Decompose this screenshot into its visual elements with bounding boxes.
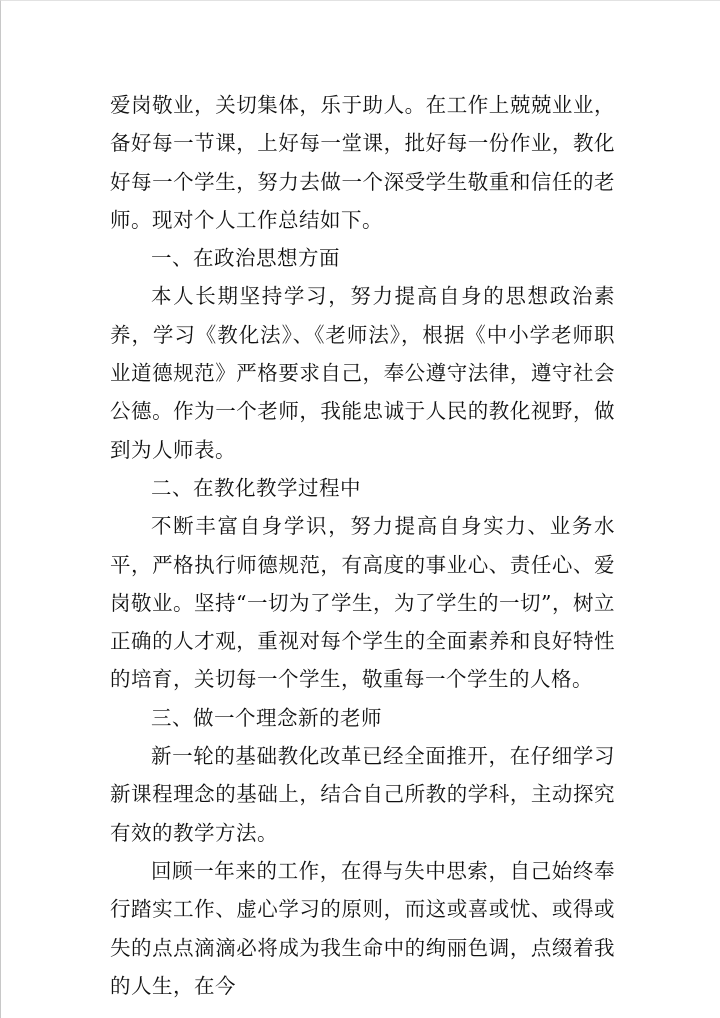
paragraph-review: 回顾一年来的工作，在得与失中思索，自己始终奉行踏实工作、虚心学习的原则，而这或喜或忧、或得或失的点点滴滴必将成为我生命中的绚丽色调，点缀着我的人生，在今 (110, 858, 615, 998)
heading-teaching-process: 二、在教化教学过程中 (151, 475, 361, 500)
paragraph-new-concept-teacher: 新一轮的基础教化改革已经全面推开，在仔细学习新课程理念的基础上，结合自己所教的学科，主动探究有效的教学方法。 (110, 744, 615, 845)
paragraph-political-thought: 本人长期坚持学习，努力提高自身的思想政治素养，学习《教化法》、《老师法》，根据《中小学老师职业道德规范》严格要求自己，奉公遵守法律，遵守社会公德。作为一个老师，我能忠诚于人民的教化视野，做到为人师表。 (110, 284, 615, 462)
document-body (110, 86, 615, 1005)
heading-political-thought: 一、在政治思想方面 (151, 246, 340, 271)
paragraph-teaching-process: 不断丰富自身学识，努力提高自身实力、业务水平，严格执行师德规范，有高度的事业心、责任心、爱岗敬业。坚持“一切为了学生，为了学生的一切”，树立正确的人才观，重视对每个学生的全面素养和良好特性的培育，关切每一个学生，敬重每一个学生的人格。 (110, 514, 615, 692)
heading-new-concept-teacher: 三、做一个理念新的老师 (151, 705, 382, 730)
paragraph-intro: 爱岗敬业，关切集体，乐于助人。在工作上兢兢业业，备好每一节课，上好每一堂课，批好每一份作业，教化好每一个学生，努力去做一个深受学生敬重和信任的老师。现对个人工作总结如下。 (110, 93, 615, 232)
